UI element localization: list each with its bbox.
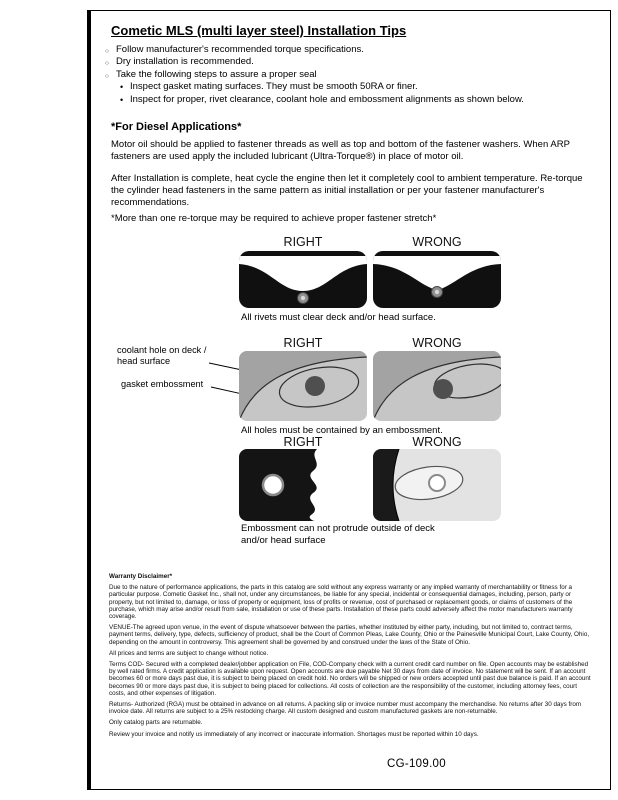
diagram-protrusion-right [239, 449, 367, 521]
diagram-embossment-right [239, 351, 367, 421]
legal-section [109, 573, 591, 742]
bolt-hole [429, 475, 445, 491]
callout-gasket-embossment: gasket embossment [121, 379, 204, 389]
sub-list-item [120, 94, 595, 106]
list-item [105, 44, 595, 56]
wrong-label: WRONG [412, 235, 462, 249]
list-item [105, 69, 595, 81]
diagram-embossment-wrong [373, 351, 501, 421]
caption-rivets: All rivets must clear deck and/or head surface. [241, 312, 436, 323]
legal-paragraph: VENUE-The agreed upon venue, in the event of dispute whatsoever between the parties, whether instituted by either party, including, but not limited to, contract terms, payment terms, delivery, type, defects, sufficiency of product, shall be the Court of Common Pleas, Lake County, Ohio or the Painesville Municipal Court, Lake County, Ohio, depending on the amount in controversy. This agreement shall be governed by and construed under the laws of the State of Ohio. [109, 624, 590, 646]
rivet-wrong-illustration [373, 251, 501, 308]
diesel-heading: *For Diesel Applications* [111, 121, 242, 133]
page-border [87, 10, 611, 790]
embossment-right-illustration [239, 351, 367, 421]
embossment-wrong-illustration [373, 351, 501, 421]
list-item-text: Inspect gasket mating surfaces. They must be smooth 50RA or finer. [130, 81, 418, 93]
list-item-text: Follow manufacturer's recommended torque specifications. [116, 44, 364, 55]
list-item-text: Dry installation is recommended. [116, 56, 254, 68]
coolant-hole [305, 376, 325, 396]
right-label: RIGHT [283, 435, 323, 449]
right-label: RIGHT [283, 235, 323, 249]
wrong-label: WRONG [412, 435, 462, 449]
list-item-text: Take the following steps to assure a proper seal [116, 68, 317, 80]
list-item-text: Inspect for proper, rivet clearance, coolant hole and embossment alignments as shown below. [130, 93, 524, 105]
caption-holes: All holes must be contained by an embossment. [241, 425, 443, 436]
legal-paragraph: Terms COD- Secured with a completed dealer/jobber application on File, COD-Company check with a current credit card number on file. Open accounts may be established by well rated firms. A credit application is available upon request. Open accounts are due payable Net 30 days from date of invoice. No statement will be sent. If an account becomes 60 or more days past due, it is subject to being placed on credit hold. No orders will be shipped or new orders accepted until past due balance is paid. If an account becomes 90 or more days past due, it is subject to being placed for collections. All costs of collection are the responsibility of the customer, including attorney fees, court costs, and other expenses of litigation. [109, 661, 591, 697]
right-label: RIGHT [283, 336, 323, 350]
diagram-protrusion-wrong [373, 449, 501, 521]
wrong-label: WRONG [412, 336, 462, 350]
tips-list [105, 44, 595, 106]
page-title: Cometic MLS (multi layer steel) Installation Tips [111, 23, 407, 38]
legal-paragraph: Review your invoice and notify us immediately of any incorrect or inaccurate information. Shortages must be reported within 10 days. [109, 730, 479, 738]
legal-paragraph: All prices and terms are subject to change without notice. [109, 649, 269, 657]
protrusion-wrong-illustration [373, 449, 501, 521]
paragraph-retorque-note: *More than one re-torque may be required to achieve proper fastener stretch* [111, 213, 437, 224]
list-item [105, 56, 595, 68]
legal-paragraph: Only catalog parts are returnable. [109, 719, 203, 727]
diagram-rivet-wrong [373, 251, 501, 308]
caption-protrusion: Embossment can not protrude outside of deck and/or head surface [241, 523, 435, 546]
paragraph-heat-cycle: After Installation is complete, heat cycle the engine then let it completely cool to ambient temperature. Re-torque the cylinder head fasteners in the same pattern as initial installation or per your fastener manufacturer's recommendations. [111, 173, 583, 208]
callout-coolant-hole: coolant hole on deck / head surface [117, 345, 207, 366]
coolant-hole [433, 379, 453, 399]
diagram-rivet-right [239, 251, 367, 308]
page-code: CG-109.00 [387, 758, 446, 770]
legal-paragraph: Due to the nature of performance applications, the parts in this catalog are sold without any express warranty or any implied warranty of merchantability or fitness for a particular purpose. Cometic Gasket Inc., shall not, under any circumstances, be liable for any special, incidental or consequential damages, including, person, party or property, but not limited to, damage, or loss of property or equipment, loss of profits or revenue, cost of purchased or replacement goods, or claims of customers of the purchase, which may arise and/or result from sale, installation or use of these parts. Installation of these parts could adversely affect the motor manufacturers warranty coverage. [109, 584, 573, 621]
rivet-right-illustration [239, 251, 367, 308]
paragraph-oil: Motor oil should be applied to fastener threads as well as top and bottom of the fastener washers. When ARP fasteners are used apply the included lubricant (Ultra-Torque®) in place of motor oil. [111, 139, 570, 162]
warranty-heading: Warranty Disclaimer* [109, 573, 173, 580]
protrusion-right-illustration [239, 449, 367, 521]
sub-list-item [120, 81, 595, 93]
legal-paragraph: Returns- Authorized (RGA) must be obtained in advance on all returns. A packing slip or invoice number must accompany the merchandise. No returns after 30 days from invoice date. All returns are subject to a 25% restocking charge. All custom designed and custom manufactured gaskets are non-returnable. [109, 701, 582, 716]
